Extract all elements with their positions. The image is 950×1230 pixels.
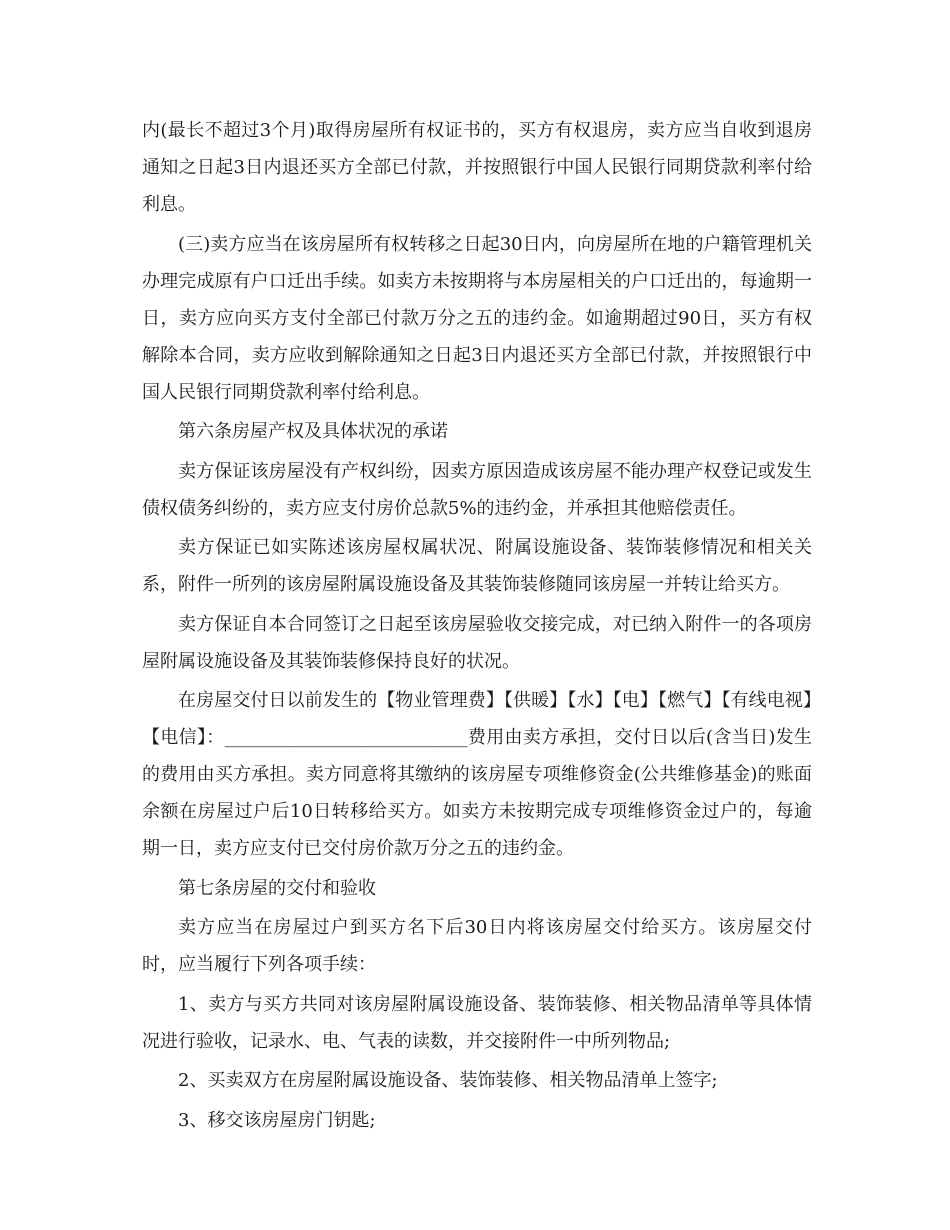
list-item-hand-over-keys: 3、移交该房屋房门钥匙; <box>178 1109 376 1131</box>
heading-article-six: 第六条房屋产权及具体状况的承诺 <box>178 421 448 442</box>
paragraph-household-registration: (三)卖方应当在该房屋所有权转移之日起30日内，向房屋所在地的户籍管理机关办理完成原有户口迁出手续。如卖方未按期将与本房屋相关的户口迁出的，每逾期一日，卖方应向买方支付全部已付款万分之五的违约金。如逾期超过90日，买方有权解除本合同，卖方应收到解除通知之日起3日内退还买方全部已付款，并按照银行中国人民银行同期贷款利率付给利息。 <box>142 233 812 403</box>
list-item-inspection: 1、卖方与买方共同对该房屋附属设施设备、装饰装修、相关物品清单等具体情况进行验收，记录水、电、气表的读数，并交接附件一中所列物品; <box>142 993 812 1052</box>
paragraph-property-dispute-guarantee: 卖方保证该房屋没有产权纠纷，因卖方原因造成该房屋不能办理产权登记或发生债权债务纠纷的，卖方应支付房价总款5%的违约金，并承担其他赔偿责任。 <box>142 460 812 519</box>
paragraph-refund-clause-continued: 内(最长不超过3个月)取得房屋所有权证书的，买方有权退房，卖方应当自收到退房通知之日起3日内退还买方全部已付款，并按照银行中国人民银行同期贷款利率付给利息。 <box>142 120 812 215</box>
paragraph-fees-before-delivery: 在房屋交付日以前发生的【物业管理费】【供暖】【水】【电】【燃气】【有线电视】【电信】：___________________________费用由卖方承担，交付日以后(含当日)发生的费用由买方承担。卖方同意将其缴纳的该房屋专项维修资金(公共维修基金)的账面余额在房屋过户后10日转移给买方。如卖方未按期完成专项维修资金过户的，每逾期一日，卖方应支付已交付房价款万分之五的违约金。 <box>142 690 812 859</box>
heading-article-seven: 第七条房屋的交付和验收 <box>178 877 376 899</box>
list-item-sign-checklist: 2、买卖双方在房屋附属设施设备、装饰装修、相关物品清单上签字; <box>178 1070 718 1091</box>
document-body <box>142 112 812 1141</box>
paragraph-delivery-timeline: 卖方应当在房屋过户到买方名下后30日内将该房屋交付给买方。该房屋交付时，应当履行下列各项手续： <box>142 917 812 975</box>
paragraph-ownership-disclosure: 卖方保证已如实陈述该房屋权属状况、附属设施设备、装饰装修情况和相关关系，附件一所列的该房屋附属设施设备及其装饰装修随同该房屋一并转让给买方。 <box>142 537 812 595</box>
paragraph-maintenance-guarantee: 卖方保证自本合同签订之日起至该房屋验收交接完成，对已纳入附件一的各项房屋附属设施设备及其装饰装修保持良好的状况。 <box>142 613 812 672</box>
